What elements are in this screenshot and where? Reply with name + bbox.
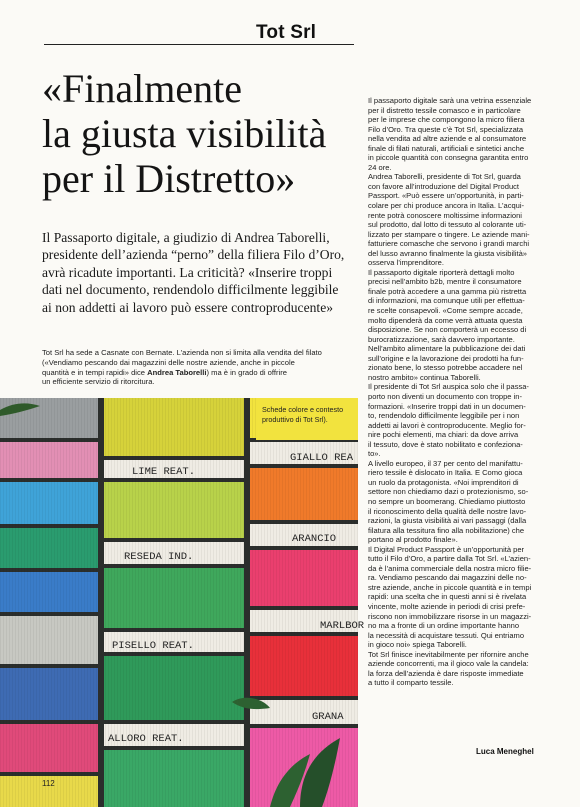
lead-line: avrà ricadute importanti. La criticità? «Inserire troppi	[42, 264, 333, 280]
body-line: burocratizzazione, sarà davvero importante.	[368, 334, 515, 344]
body-line: Il passaporto digitale riporterà dettagli molto	[368, 267, 515, 277]
spool-label-alloro: ALLORO REAT.	[108, 733, 184, 745]
body-line: addetti ai lavori è controproducente. Meglio for-	[368, 420, 526, 430]
body-line: Tot Srl finisce inevitabilmente per rifornire anche	[368, 649, 529, 659]
page-number: 112	[42, 779, 55, 788]
body-line: ra. Vendiamo pescando dai magazzini delle no-	[368, 573, 527, 583]
body-line: finale di filati naturali, artificiali e sintetici anche	[368, 143, 525, 153]
body-line: del lusso avranno finalmente la giusta visibilità»	[368, 248, 527, 258]
spool-label-arancio: ARANCIO	[292, 533, 337, 545]
company-section-title: Tot Srl	[256, 22, 317, 43]
headline-line: per il Distretto»	[42, 156, 296, 201]
caption-line	[42, 368, 364, 378]
body-line: Filo d’Oro. Tra queste c’è Tot Srl, specializzata	[368, 124, 524, 134]
body-line: filatura alla tessitura fino alla nobilitazione) che	[368, 525, 525, 535]
section-rule	[44, 44, 354, 45]
body-line: no ma a fronte di un ordine importante hanno	[368, 621, 520, 631]
body-line: rapidi: una scelta che in questi anni si è rivelata	[368, 592, 527, 602]
body-line: da è l’anima commerciale della nostra micro filie-	[368, 563, 532, 573]
body-line: formazioni. «Inserire troppi dati in un documen-	[368, 401, 526, 411]
body-line: un ruolo da protagonista. «Noi imprenditori di	[368, 477, 519, 487]
left-spools	[0, 398, 98, 807]
body-line: settore non chiediamo dazi o protezionismo, so-	[368, 487, 529, 497]
body-line: fatturiere comasche che servono i grandi marchi	[368, 239, 530, 249]
body-line: osserva l’imprenditore.	[368, 258, 444, 268]
body-line: A livello europeo, il 37 per cento del manifattu-	[368, 458, 523, 468]
body-line: finale potrà accedere a una gamma più ristretta	[368, 286, 527, 296]
spool-label-marlbor: MARLBOR	[320, 620, 365, 632]
lead-line: Il Passaporto digitale, a giudizio di Andrea Taborelli,	[42, 230, 330, 245]
caption-line: un efficiente servizio di ritorcitura.	[42, 377, 155, 387]
body-line: sul prodotto, dal lotto di tessuto al colorante uti-	[368, 220, 527, 230]
body-line: rente potrà conoscere moltissime informazioni	[368, 210, 522, 220]
body-line: per il distretto tessile comasco e in particolare	[368, 105, 521, 115]
body-line: precisi nell’ambito b2b, mentre il consumatore	[368, 277, 522, 287]
headline	[42, 66, 362, 201]
body-line: disposizione. Se non comporterà un eccesso di	[368, 325, 527, 335]
body-line: to, rendendolo difficilmente leggibile per i non	[368, 411, 520, 421]
center-spools	[104, 398, 244, 807]
body-line: nostro ambito» continua Taborelli.	[368, 372, 481, 382]
caption-line: («Vendiamo pescando dai magazzini delle nostre aziende, anche in piccole	[42, 357, 295, 367]
caption-text: quantità e in tempi rapidi» dice	[42, 367, 148, 377]
caption-line: Tot Srl ha sede a Casnate con Bernate. L’azienda non si limita alla vendita del filato	[42, 348, 322, 357]
photo-inset-caption: Schede colore e contesto	[262, 405, 344, 414]
body-line: riscono non immobilizzare risorse in un magazzi-	[368, 611, 532, 621]
caption-text: ) ma è in grado di offrire	[206, 367, 287, 377]
body-line: Nell’ambito alimentare la pubblicazione dei dati	[368, 344, 526, 354]
body-line: Passport. «Può essere un’opportunità, in parti-	[368, 191, 524, 201]
headline-line: la giusta visibilità	[42, 111, 327, 156]
body-line: portano al prodotto finale».	[368, 535, 458, 545]
lead-line: presidente dell’azienda “perno” della filiera Filo d’Oro,	[42, 247, 345, 263]
caption-name: Andrea Taborelli	[147, 367, 207, 377]
body-line: 24 ore.	[368, 162, 392, 172]
body-line: il riconoscimento della qualità delle nostre lavo-	[368, 506, 527, 516]
body-line: colare per chi produce ancora in Italia. L’acqui-	[368, 201, 525, 211]
body-line: in gioco noi» spiega Taborelli.	[368, 640, 467, 650]
body-line: razioni, la giusta visibilità ai vari passaggi (dalla	[368, 516, 527, 526]
body-line: la necessità di acquistare tessuti. Qui entriamo	[368, 630, 525, 640]
body-line: lizzato per stampare o tingere. Le aziende mani-	[368, 229, 530, 239]
article-body	[368, 96, 540, 688]
photo-caption	[42, 348, 364, 387]
body-line: aziende concorrenti, ma il gioco vale la candela:	[368, 659, 529, 669]
body-line: nire pochi elementi, ma chiari: da dove arriva	[368, 430, 519, 440]
spool-label-giallo: GIALLO REA	[290, 452, 354, 464]
body-line: no sempre un boomerang. Chiediamo piuttosto	[368, 496, 526, 506]
spool-label-reseda: RESEDA IND.	[124, 551, 194, 563]
lead-line: ai non addetti ai lavoro può essere controproducente»	[42, 299, 334, 315]
body-line: to».	[368, 449, 381, 459]
photo-inset-caption: produttivo di Tot Srl).	[262, 415, 328, 424]
body-line: di informazioni, ma comunque utili per effettua-	[368, 296, 525, 306]
body-line: in piccole quantità con consegna garantita entro	[368, 153, 529, 163]
body-line: il tessuto, dove è stato nobilitato e confeziona-	[368, 439, 523, 449]
headline-line: «Finalmente	[42, 66, 242, 111]
body-line: re scelte consapevoli. «Come sempre accade,	[368, 306, 523, 316]
spool-label-pisello: PISELLO REAT.	[112, 640, 194, 652]
thread-spools-photo	[0, 398, 365, 807]
body-line: tutto il Filo d’Oro, a partire dalla Tot Srl. «L’azien-	[368, 554, 531, 564]
author-byline: Luca Meneghel	[476, 747, 534, 756]
spool-label-grana: GRANA	[312, 711, 344, 723]
body-line: vincente, molte aziende in periodi di crisi prefe-	[368, 601, 526, 611]
body-line: riero tessile è dislocato in Italia. E Como gioca	[368, 468, 523, 478]
body-line: con favore all’introduzione del Digital Product	[368, 181, 520, 191]
body-line: sull’origine e la lavorazione dei prodotti ha fun-	[368, 353, 524, 363]
body-line: Il presidente di Tot Srl auspica solo che il passa-	[368, 382, 529, 392]
body-line: stre aziende, anche in piccole quantità e in tempi	[368, 582, 532, 592]
body-line: a tutto il comparto tessile.	[368, 678, 454, 688]
body-line: nella vendita ad altre aziende e al consumatore	[368, 134, 527, 144]
body-line: molto dipenderà da come verrà attuata questa	[368, 315, 523, 325]
lead-line: dati nel documento, rendendolo difficilmente leggibile	[42, 282, 339, 298]
body-line: porto non diventi un documento con troppe in-	[368, 391, 522, 401]
body-line: zionato bene, lo stesso potrebbe accadere nel	[368, 363, 523, 373]
body-line: Il Digital Product Passport è un’opportunità per	[368, 544, 525, 554]
lead-paragraph	[42, 229, 362, 316]
body-line: la forza dell’azienda è dare risposte immediate	[368, 668, 524, 678]
spool-label-lime: LIME REAT.	[132, 466, 196, 478]
body-line: Andrea Taborelli, presidente di Tot Srl, guarda	[368, 172, 521, 182]
body-line: Il passaporto digitale sarà una vetrina essenziale	[368, 96, 532, 105]
body-line: per le imprese che compongono la micro filiera	[368, 115, 525, 125]
